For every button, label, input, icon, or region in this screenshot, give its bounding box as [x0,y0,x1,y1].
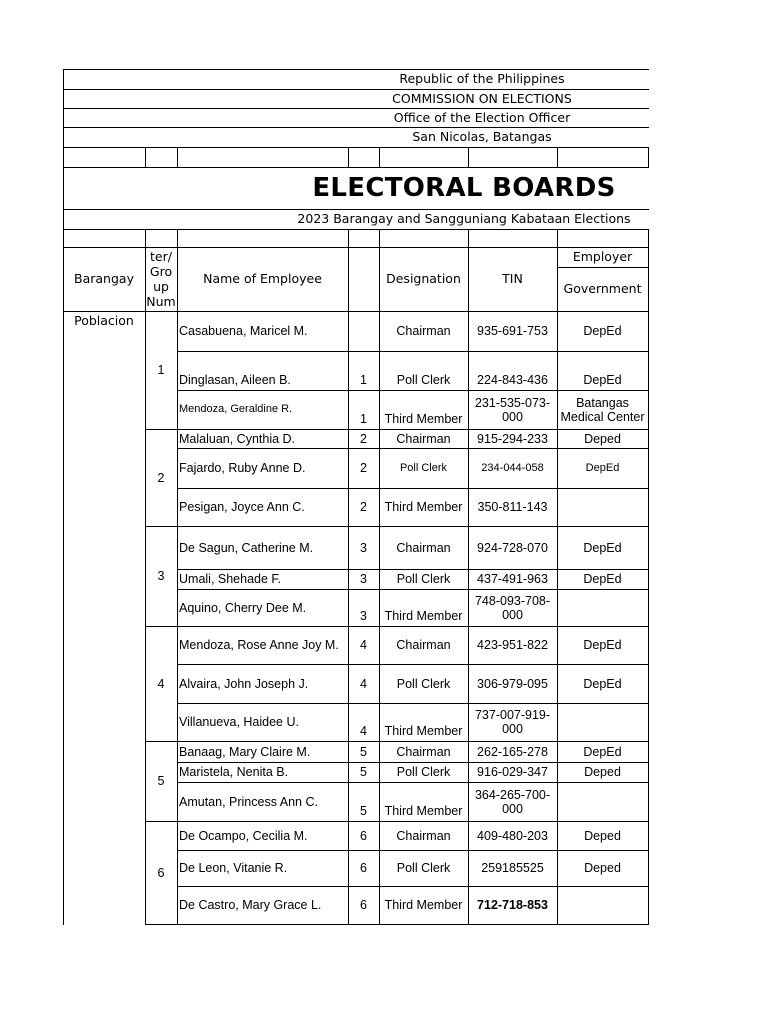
cell-designation: Third Member [384,898,463,912]
cell-designation: Chairman [396,431,451,446]
cell-group-number: 5 [360,804,367,818]
cell-group-number: 5 [360,744,367,759]
grid-line [348,147,349,168]
page-subtitle: 2023 Barangay and Sangguniang Kabataan Elections [297,211,631,226]
barangay-name: Poblacion [74,313,134,328]
cell-tin: 364-265-700- 000 [474,787,551,816]
cell-employee-name: Aquino, Cherry Dee M. [179,600,307,615]
cell-tin: 234-044-058 [481,461,544,474]
cell-tin: 437-491-963 [477,572,548,586]
group-number: 6 [157,865,165,880]
cell-designation: Third Member [384,412,463,426]
cell-group-number: 6 [360,898,367,912]
cell-designation: Chairman [396,744,451,759]
col-header-barangay: Barangay [74,271,134,286]
cell-employer: DepEd [585,461,620,474]
header-commission: COMMISSION ON ELECTIONS [392,90,572,106]
cell-tin: 224-843-436 [477,373,548,387]
header-office: Office of the Election Officer [393,109,571,125]
cell-designation: Third Member [384,500,463,514]
cell-employer [557,589,648,626]
cell-employee-name: De Ocampo, Cecilia M. [179,828,308,843]
cell-designation: Third Member [384,609,463,623]
cell-employer: DepEd [583,540,622,555]
cell-tin: 306-979-095 [477,676,548,691]
cell-employee-name: Casabuena, Maricel M. [179,324,308,338]
grid-line [177,147,178,168]
cell-employee-name: Dinglasan, Aileen B. [179,373,291,387]
cell-employer [557,886,648,924]
grid-line [63,127,649,128]
cell-employee-name: Amutan, Princess Ann C. [179,794,318,809]
cell-group-number: 4 [360,638,367,652]
cell-tin: 423-951-822 [477,638,548,652]
cell-group-number: 2 [360,500,367,514]
cell-employer: DepEd [583,638,622,652]
cell-tin: 924-728-070 [477,540,548,555]
grid-line [557,147,558,168]
cell-employer: DepEd [583,744,622,759]
cell-tin: 262-165-278 [477,744,548,759]
cell-employer: Deped [584,828,621,843]
col-header-designation: Designation [386,271,461,286]
col-header-name: Name of Employee [203,271,322,286]
cell-designation: Third Member [384,724,463,738]
cell-tin: 350-811-143 [477,500,548,514]
cell-employer: DepEd [583,324,622,338]
cell-group-number: 2 [360,431,367,446]
grid-line [63,147,649,148]
grid-line [63,69,64,925]
col-header-cluster-group-number: ter/ Gro up Num [146,249,176,309]
cell-employee-name: Umali, Shehade F. [179,572,282,586]
cell-designation: Poll Clerk [396,676,451,691]
cell-employee-name: Banaag, Mary Claire M. [179,744,311,759]
grid-line [63,167,649,168]
cell-group-number: 3 [360,609,367,623]
cell-group-number: 2 [360,461,367,475]
cell-employee-name: Pesigan, Joyce Ann C. [179,500,305,514]
cell-group-number: 4 [360,724,367,738]
grid-line [379,147,380,168]
cell-employee-name: Alvaira, John Joseph J. [179,676,309,691]
cell-tin: 916-029-347 [477,765,548,779]
grid-line [648,147,649,168]
cell-tin: 231-535-073- 000 [474,395,551,424]
grid-line [63,229,649,230]
cell-employer: Batangas Medical Center [560,395,645,424]
cell-tin: 748-093-708- 000 [474,593,551,622]
grid-line [145,924,649,925]
cell-employee-name: Malaluan, Cynthia D. [179,431,296,446]
cell-group-number: 1 [360,412,367,426]
cell-employee-name: Villanueva, Haidee U. [179,715,299,729]
cell-designation: Poll Clerk [396,861,451,875]
cell-designation: Poll Clerk [396,765,451,779]
cell-employer: Deped [584,861,621,875]
cell-employee-name: De Leon, Vitanie R. [179,861,288,875]
cell-employee-name: Mendoza, Geraldine R. [179,403,293,416]
col-header-tin: TIN [502,271,523,286]
col-header-government: Government [563,281,642,296]
page-title: ELECTORAL BOARDS [312,172,616,203]
cell-group-number: 3 [360,540,367,555]
cell-designation: Chairman [396,638,451,652]
cell-designation: Chairman [396,540,451,555]
header-republic: Republic of the Philippines [399,71,565,86]
cell-group-number: 6 [360,861,367,875]
cell-group-number [348,311,379,351]
cell-employer: DepEd [583,373,622,387]
cell-tin: 259185525 [481,861,544,875]
cell-tin: 915-294-233 [477,431,548,446]
grid-line [63,108,649,109]
cell-designation: Third Member [384,804,463,818]
grid-line [468,147,469,168]
grid-line [557,267,649,268]
cell-group-number: 1 [360,373,367,387]
cell-designation: Poll Clerk [399,461,448,474]
cell-tin: 712-718-853 [477,898,548,912]
group-number: 4 [157,676,165,691]
cell-employer: Deped [584,431,621,446]
cell-employee-name: Mendoza, Rose Anne Joy M. [179,638,339,652]
grid-line [63,69,649,70]
cell-employee-name: De Castro, Mary Grace L. [179,898,322,912]
cell-employer [557,488,648,526]
cell-group-number: 6 [360,828,367,843]
cell-tin: 409-480-203 [477,828,548,843]
group-number: 3 [157,569,165,583]
cell-tin: 737-007-919- 000 [474,708,551,736]
grid-line [177,351,649,352]
cell-group-number: 3 [360,572,367,586]
col-header-employer: Employer [572,249,633,264]
cell-group-number: 5 [360,765,367,779]
cell-employee-name: De Sagun, Catherine M. [179,540,314,555]
cell-employer: DepEd [583,676,622,691]
cell-employer: DepEd [583,572,622,586]
group-number: 5 [157,774,165,788]
grid-line [145,147,146,168]
header-municipality: San Nicolas, Batangas [412,129,552,144]
grid-line [63,209,649,210]
grid-line [63,89,649,90]
cell-employer: Deped [584,765,621,779]
grid-line [63,247,649,248]
cell-designation: Poll Clerk [396,572,451,586]
cell-designation: Chairman [396,324,451,338]
cell-employer [557,703,648,741]
cell-tin: 935-691-753 [477,324,548,338]
cell-group-number: 4 [360,676,367,691]
cell-designation: Poll Clerk [396,373,451,387]
group-number: 1 [157,363,165,377]
cell-employee-name: Maristela, Nenita B. [179,765,289,779]
cell-employee-name: Fajardo, Ruby Anne D. [179,461,306,475]
group-number: 2 [157,470,165,485]
cell-employer [557,782,648,821]
cell-designation: Chairman [396,828,451,843]
